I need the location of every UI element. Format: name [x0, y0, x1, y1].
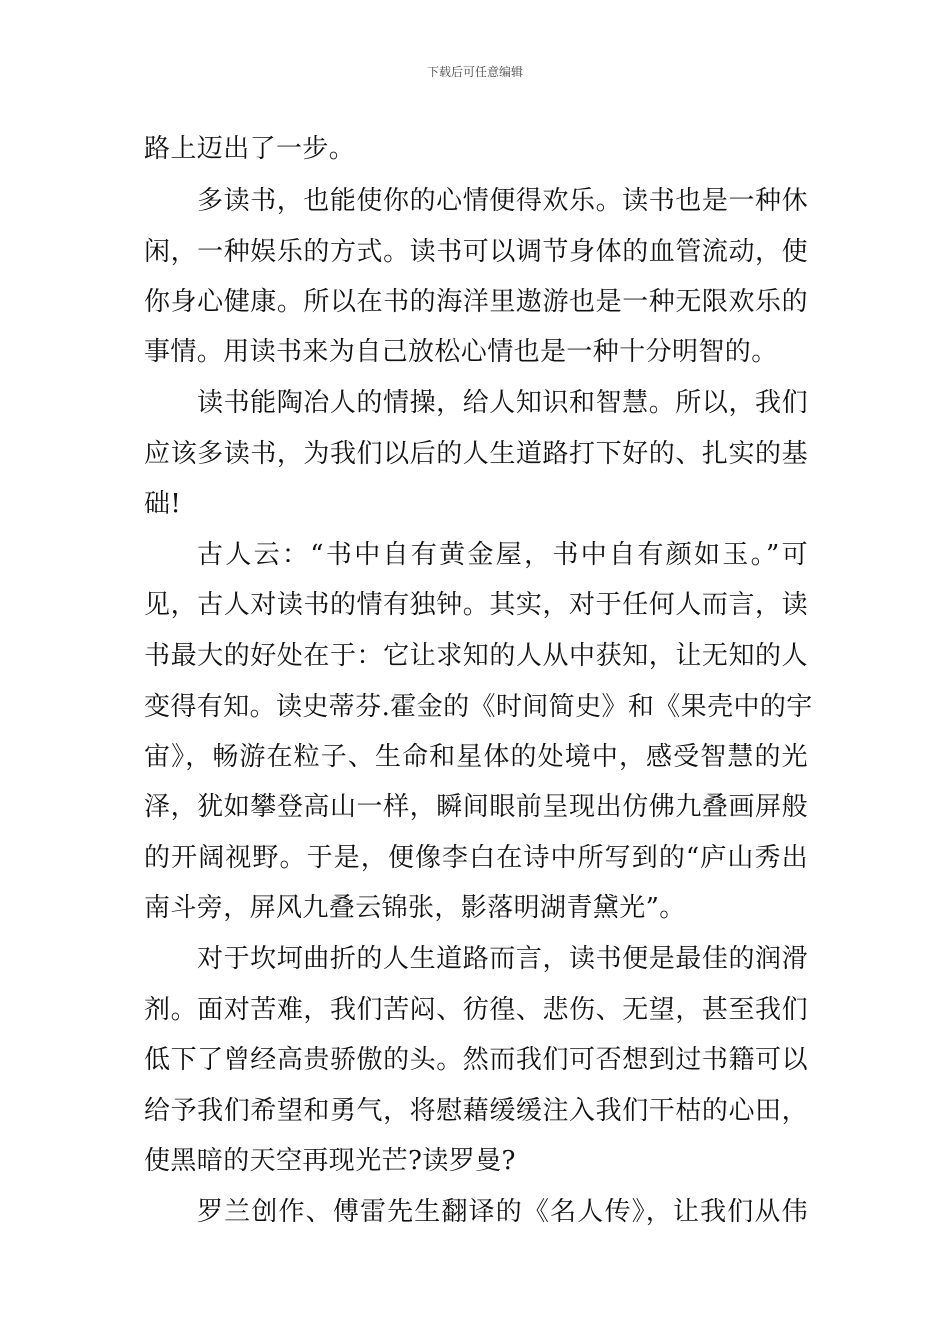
- text-line: 变得有知。读史蒂芬.霍金的《时间简史》和《果壳中的宇: [144, 692, 813, 722]
- text-line: 南斗旁，屏风九叠云锦张，影落明湖青黛光”。: [144, 893, 686, 923]
- text-line: 泽，犹如攀登高山一样，瞬间眼前呈现出仿佛九叠画屏般: [144, 792, 808, 822]
- text-line: 读书能陶冶人的情操，给人知识和智慧。所以，我们: [197, 388, 808, 418]
- text-line: 路上迈出了一步。: [144, 134, 356, 164]
- text-line: 低下了曾经高贵骄傲的头。然而我们可否想到过书籍可以: [144, 1045, 808, 1075]
- text-line: 你身心健康。所以在书的海洋里遨游也是一种无限欢乐的: [144, 287, 808, 317]
- text-line: 多读书，也能使你的心情便得欢乐。读书也是一种休: [197, 186, 808, 216]
- text-line: 础!: [144, 489, 182, 519]
- text-line: 古人云：“书中自有黄金屋，书中自有颜如玉。”可: [197, 540, 808, 570]
- text-line: 书最大的好处在于：它让求知的人从中获知，让无知的人: [144, 641, 808, 671]
- text-line: 宙》，畅游在粒子、生命和星体的处境中，感受智慧的光: [144, 742, 808, 772]
- text-line: 对于坎坷曲折的人生道路而言，读书便是最佳的润滑: [197, 944, 808, 974]
- text-line: 闲，一种娱乐的方式。读书可以调节身体的血管流动，使: [144, 237, 808, 267]
- text-line: 的开阔视野。于是，便像李白在诗中所写到的“庐山秀出: [144, 843, 808, 873]
- text-line: 使黑暗的天空再现光芒?读罗曼?: [144, 1146, 516, 1176]
- text-line: 见，古人对读书的情有独钟。其实，对于任何人而言，读: [144, 590, 808, 620]
- text-line: 剂。面对苦难，我们苦闷、彷徨、悲伤、无望，甚至我们: [144, 995, 808, 1025]
- text-line: 应该多读书，为我们以后的人生道路打下好的、扎实的基: [144, 439, 808, 469]
- text-line: 给予我们希望和勇气，将慰藉缓缓注入我们干枯的心田，: [144, 1096, 808, 1126]
- text-line: 罗兰创作、傅雷先生翻译的《名人传》，让我们从伟: [197, 1197, 808, 1227]
- text-line: 事情。用读书来为自己放松心情也是一种十分明智的。: [144, 337, 778, 367]
- page-header-caption: 下载后可任意编辑: [426, 65, 523, 79]
